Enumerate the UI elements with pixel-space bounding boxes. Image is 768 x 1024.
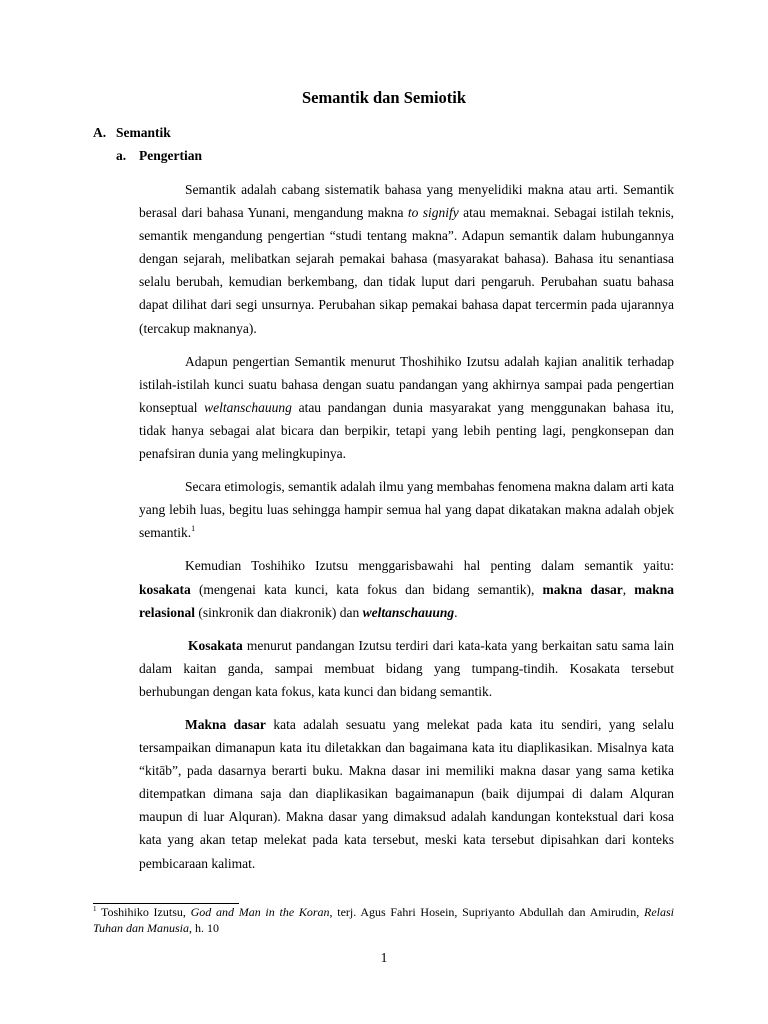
text-run: atau memaknai. Sebagai istilah teknis, semantik mengandung pengertian “studi tentang makna”. Adapun semantik dalam hubungannya dengan sejarah, melibatkan sejarah pemakai bahasa (masyarakat bahasa). Bahasa itu senantiasa selalu berubah, kemudian berkembang, dan tidak luput dari pengaruh. Perubahan suatu bahasa dapat dilihat dari segi unsurnya. Perubahan sikap pemakai bahasa dapat tercermin pada ujarannya (tercakup maknanya). xyxy=(139,205,674,336)
section-number: A. xyxy=(93,125,107,140)
bold-term: makna relasional xyxy=(139,581,675,620)
text-run: Secara etimologis, semantik adalah ilmu yang membahas fenomena makna dalam arti kata yang lebih luas, begitu luas sehingga hampir semua hal yang dapat dikatakan makna adalah objek semantik. xyxy=(139,479,674,541)
bold-term: kosakata xyxy=(139,581,191,597)
bold-italic-term: weltanschauung xyxy=(362,604,455,620)
paragraph-1 xyxy=(139,178,674,340)
italic-term: weltanschauung xyxy=(204,399,292,415)
bold-term: Kosakata xyxy=(188,637,243,653)
book-title: God and Man in the Koran xyxy=(190,905,330,919)
body-text xyxy=(139,178,674,885)
book-title: Relasi Tuhan dan Manusia xyxy=(93,905,674,935)
section-heading xyxy=(93,125,171,141)
text-run: , h. 10 xyxy=(189,920,220,935)
text-run: , terj. Agus Fahri Hosein, Supriyanto Abdullah dan Amirudin, xyxy=(329,905,644,919)
section-title: Semantik xyxy=(116,125,171,140)
page-number: 1 xyxy=(380,950,388,965)
paragraph-3 xyxy=(139,475,674,544)
footnote-mark: 1 xyxy=(93,905,97,913)
text-run: . xyxy=(454,604,458,620)
footnote-reference[interactable]: 1 xyxy=(191,524,196,534)
paragraph-6 xyxy=(139,713,674,875)
paragraph-2 xyxy=(139,350,674,465)
paragraph-5 xyxy=(139,634,674,703)
text-run: Semantik adalah cabang sistematik bahasa yang menyelidiki makna atau arti. Semantik berasal dari bahasa Yunani, mengandung makna xyxy=(139,182,674,221)
subsection-heading xyxy=(116,148,202,164)
text-run: Adapun pengertian Semantik menurut Thoshihiko Izutsu adalah kajian analitik terhadap istilah-istilah kunci suatu bahasa dengan suatu pandangan yang akhirnya sampai pada pengertian konseptual xyxy=(139,353,674,415)
bold-term: makna dasar xyxy=(542,581,623,597)
page-title: Semantik dan Semiotik xyxy=(301,88,467,107)
subsection-letter: a. xyxy=(116,148,127,163)
paragraph-4 xyxy=(139,554,674,623)
footnote xyxy=(93,905,674,936)
text-run: , xyxy=(622,581,635,597)
subsection-title: Pengertian xyxy=(139,148,202,163)
text-run: menurut pandangan Izutsu terdiri dari kata-kata yang berkaitan satu sama lain dalam kaitan ganda, sampai membuat bidang yang tumpang-tindih. Kosakata tersebut berhubungan dengan kata fokus, kata kunci dan bidang semantik. xyxy=(139,637,674,699)
text-run: (sinkronik dan diakronik) dan xyxy=(195,604,363,620)
text-run: Toshihiko Izutsu, xyxy=(96,905,191,919)
bold-term: Makna dasar xyxy=(185,716,266,732)
footnote-separator xyxy=(93,903,239,904)
italic-term: to signify xyxy=(407,205,459,221)
text-run: kata adalah sesuatu yang melekat pada kata itu sendiri, yang selalu tersampaikan dimanapun kata itu diletakkan dan bagaimana kata itu diaplikasikan. Misalnya kata “kitāb”, pada dasarnya berarti buku. Makna dasar ini memiliki makna dasar yang sama ketika ditempatkan dimana saja dan diaplikasikan bagaimanapun (baik dijumpai di dalam Alquran maupun di luar Alquran). Makna dasar yang dimaksud adalah kandungan kontekstual dari kosa kata yang akan tetap melekat pada kata tersebut, meski kata tersebut dipisahkan dari konteks pembicaraan kalimat. xyxy=(139,716,674,871)
text-run: atau pandangan dunia masyarakat yang menggunakan bahasa itu, tidak hanya sebagai alat bicara dan berpikir, tetapi yang lebih penting lagi, pengkonsepan dan penafsiran dunia yang melingkupinya. xyxy=(139,399,674,462)
text-run: Kemudian Toshihiko Izutsu menggarisbawahi hal penting dalam semantik yaitu: xyxy=(185,558,674,574)
text-run: (mengenai kata kunci, kata fokus dan bidang semantik), xyxy=(190,581,543,597)
